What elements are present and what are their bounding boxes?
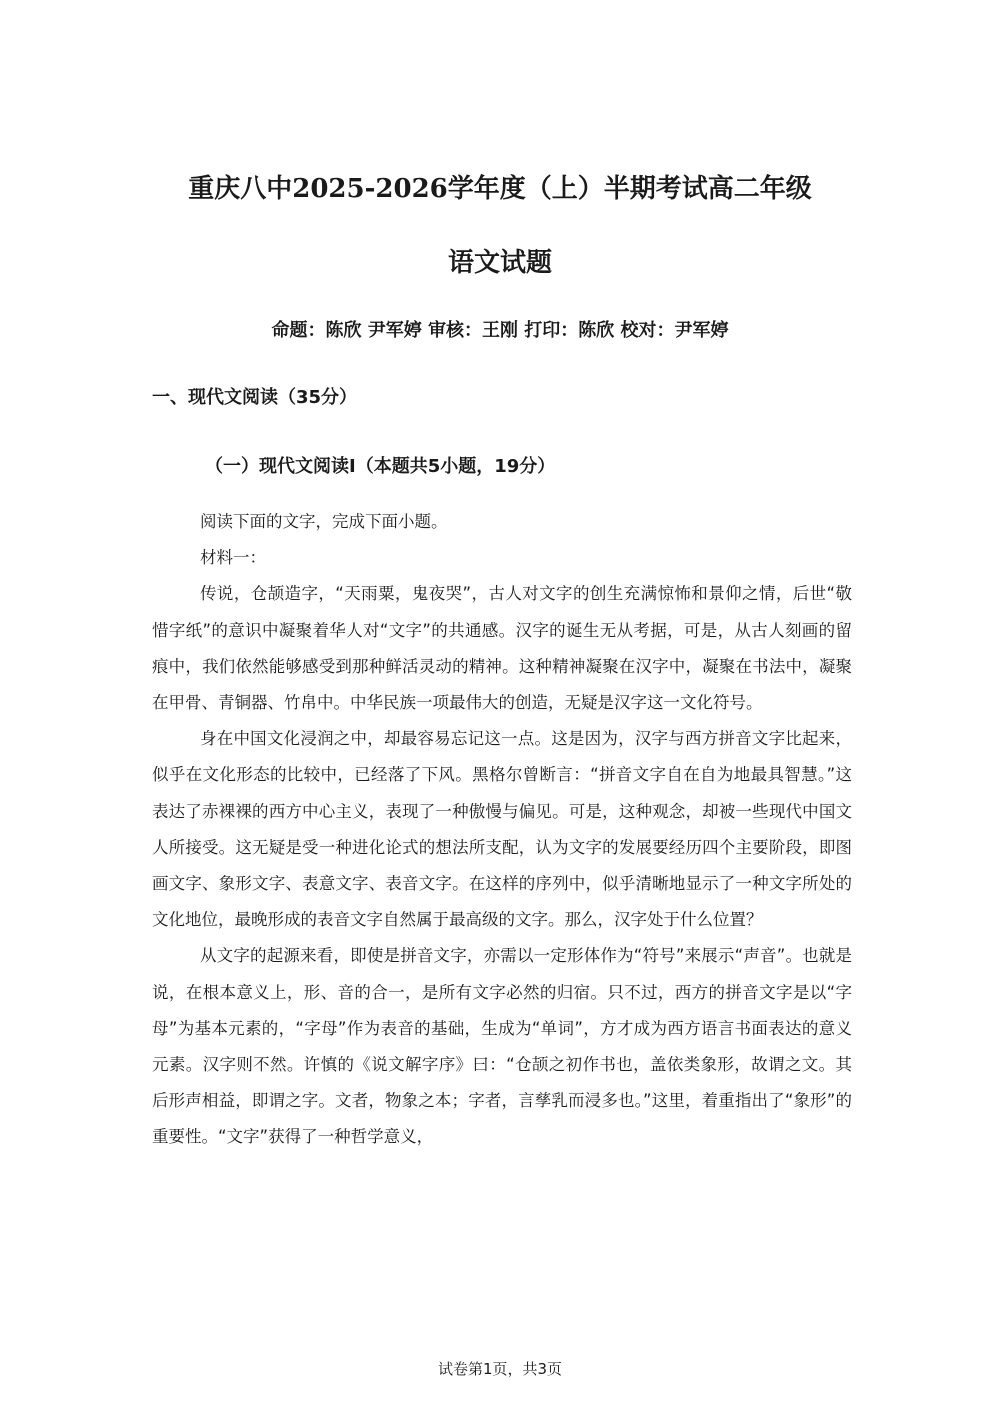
material-label: 材料一： (200, 548, 266, 568)
passage-paragraph-1: 传说，仓颉造字，“天雨粟，鬼夜哭”，古人对文字的创生充满惊怖和景仰之情，后世“敬惜字纸”的意识中凝聚着华人对“文字”的共通感。汉字的诞生无从考据，可是，从古人刻画的留痕中，我们依然能够感受到那种鲜活灵动的精神。这种精神凝聚在汉字中，凝聚在书法中，凝聚在甲骨、青铜器、竹帛中。中华民族一项最伟大的创造，无疑是汉字这一文化符号。 (152, 584, 852, 713)
passage-paragraph-2: 身在中国文化浸润之中，却最容易忘记这一点。这是因为，汉字与西方拼音文字比起来，似乎在文化形态的比较中，已经落了下风。黑格尔曾断言：“拼音文字自在自为地最具智慧。”这表达了赤裸裸的西方中心主义，表现了一种傲慢与偏见。可是，这种观念，却被一些现代中国文人所接受。这无疑是受一种进化论式的想法所支配，认为文字的发展要经历四个主要阶段，即图画文字、象形文字、表意文字、表音文字。在这样的序列中，似乎清晰地显示了一种文字所处的文化地位，最晚形成的表音文字自然属于最高级的文字。那么，汉字处于什么位置？ (152, 729, 852, 930)
subject-title: 语文试题 (447, 248, 552, 278)
section-heading: 一、现代文阅读（35分） (152, 387, 358, 408)
passage-paragraph-3: 从文字的起源来看，即使是拼音文字，亦需以一定形体作为“符号”来展示“声音”。也就是说，在根本意义上，形、音的合一，是所有文字必然的归宿。只不过，西方的拼音文字是以“字母”为基本元素的，“字母”作为表音的基础，生成为“单词”，方才成为西方语言书面表达的意义元素。汉字则不然。许慎的《说文解字序》曰：“仓颉之初作书也，盖依类象形，故谓之文。其后形声相益，即谓之字。文者，物象之本；字者，言孳乳而浸多也。”这里，着重指出了“象形”的重要性。“文字”获得了一种哲学意义， (152, 946, 852, 1147)
instruction-text: 阅读下面的文字，完成下面小题。 (200, 512, 448, 531)
reading-passage (152, 504, 852, 1156)
credits-line: 命题：陈欣 尹军婷 审核：王刚 打印：陈欣 校对：尹军婷 (271, 320, 729, 341)
subsection-heading: （一）现代文阅读Ⅰ（本题共5小题，19分） (205, 456, 556, 477)
exam-title: 重庆八中2025-2026学年度（上）半期考试高二年级 (188, 174, 812, 204)
page-footer: 试卷第1页，共3页 (437, 1360, 563, 1378)
